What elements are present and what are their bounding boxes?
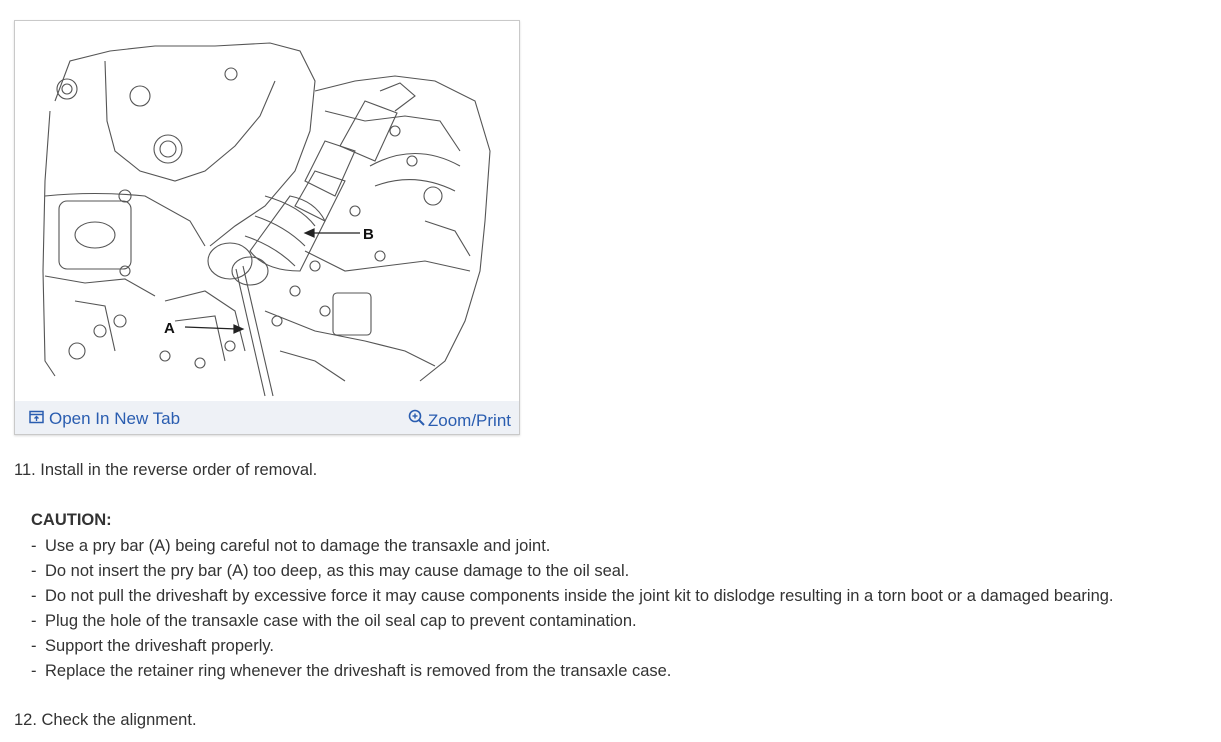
caution-item: - Do not insert the pry bar (A) too deep, as this may cause damage to the oil seal. [31,562,630,580]
callout-label-b: B [363,226,374,243]
open-in-new-tab-link[interactable] [29,409,180,429]
step-12: 12. Check the alignment. [14,711,197,729]
caution-title: CAUTION: [31,511,112,529]
figure-box [14,20,520,435]
zoom-print-label: Zoom/Print [427,410,511,430]
step-11: 11. Install in the reverse order of removal. [14,461,318,479]
open-in-new-tab-icon [29,409,44,429]
zoom-in-icon [408,409,426,432]
callout-label-a: A [164,320,175,337]
caution-item: - Support the driveshaft properly. [31,637,274,655]
figure-action-bar [15,401,519,434]
caution-list [31,536,1114,686]
open-in-new-tab-label: Open In New Tab [49,409,181,428]
caution-item: - Use a pry bar (A) being careful not to damage the transaxle and joint. [31,537,551,555]
illustration-svg [15,21,519,401]
zoom-print-link[interactable] [408,409,511,432]
driveshaft-removal-illustration [15,21,519,401]
caution-item: - Do not pull the driveshaft by excessive force it may cause components inside the joint kit to dislodge resulting in a torn boot or a damaged bearing. [31,587,1114,605]
caution-item: - Replace the retainer ring whenever the driveshaft is removed from the transaxle case. [31,662,672,680]
caution-item: - Plug the hole of the transaxle case with the oil seal cap to prevent contamination. [31,612,637,630]
